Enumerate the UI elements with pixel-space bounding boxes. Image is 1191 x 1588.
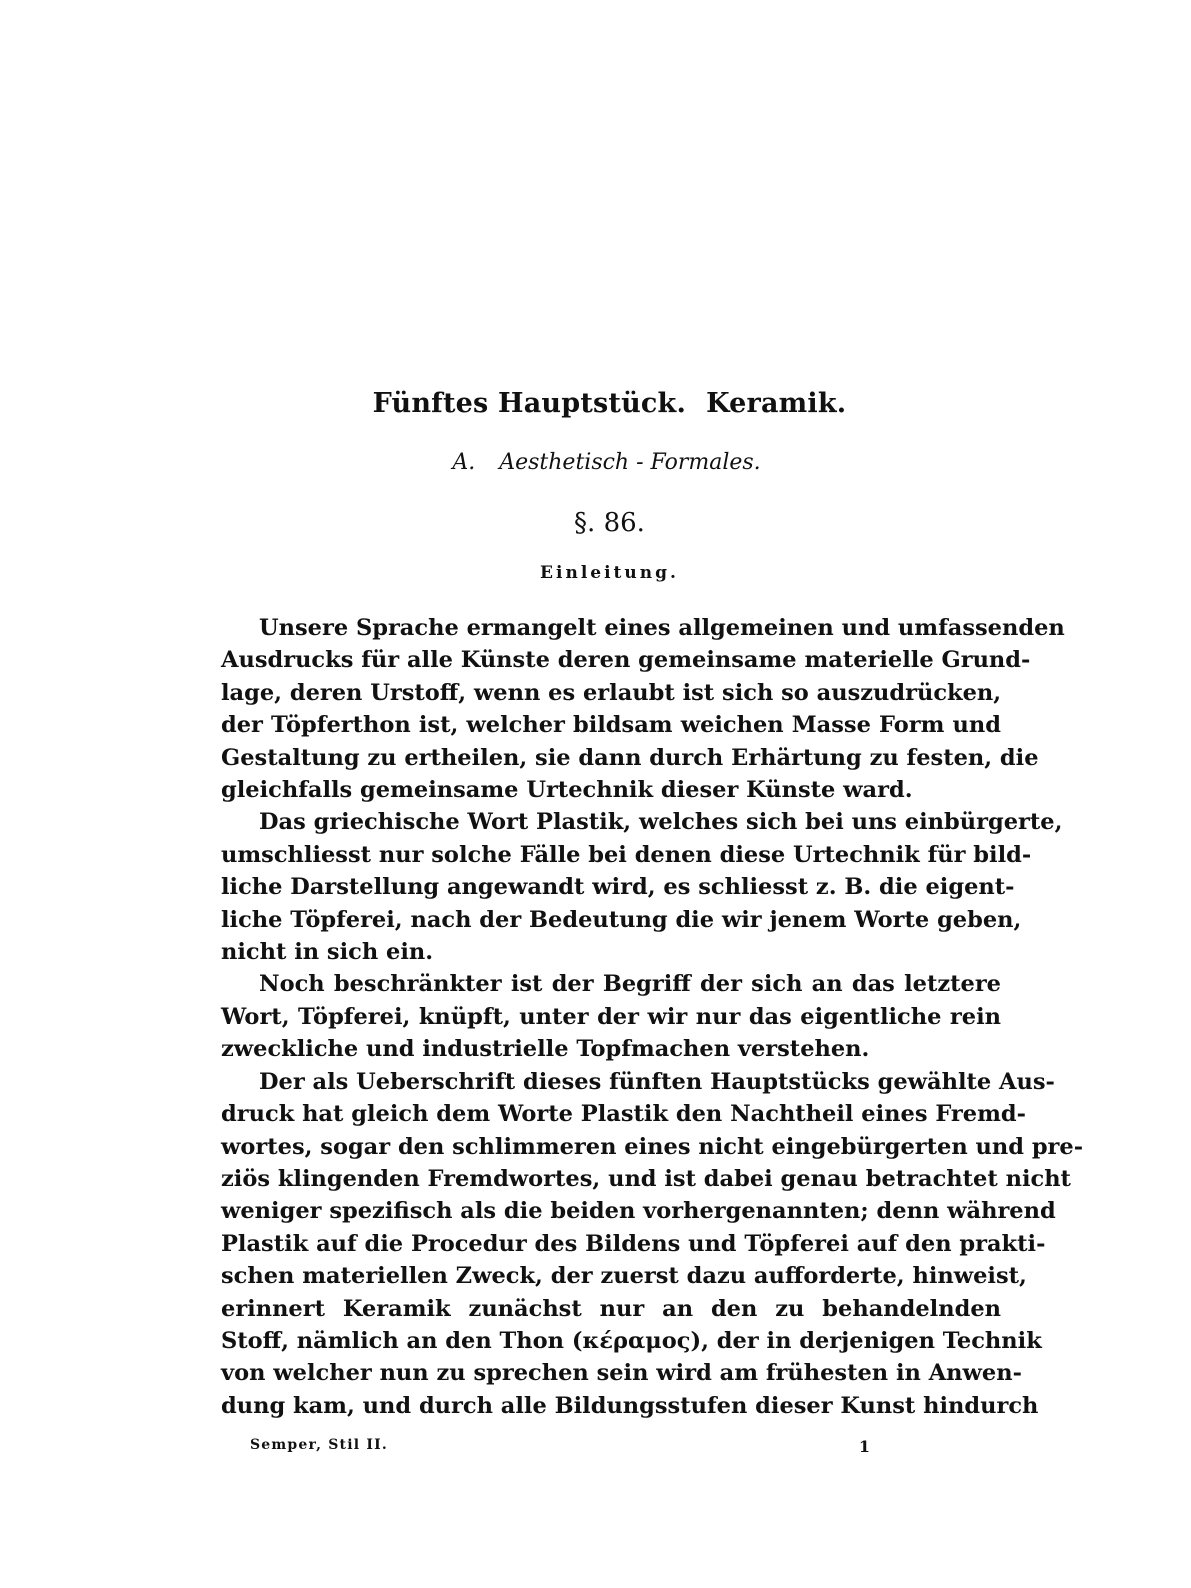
paragraph-number: §. 86.	[574, 508, 645, 538]
text-line: nicht in sich ein.	[221, 939, 434, 966]
signature-mark: Semper, Stil II.	[250, 1437, 388, 1453]
text-line: Das griechische Wort Plastik, welches sich bei uns einbürgerte,	[259, 809, 1063, 836]
text-line: Ausdrucks für alle Künste deren gemeinsame materielle Grund-	[221, 647, 1031, 674]
text-line: liche Töpferei, nach der Bedeutung die wir jenem Worte geben,	[221, 906, 1022, 933]
text-line: lage, deren Urstoff, wenn es erlaubt ist sich so auszudrücken,	[221, 679, 1002, 706]
text-line: schen materiellen Zweck, der zuerst dazu aufforderte, hinweist,	[221, 1263, 1027, 1290]
text-line: umschliesst nur solche Fälle bei denen diese Urtechnik für bild-	[221, 841, 1032, 868]
text-line: zweckliche und industrielle Topfmachen verstehen.	[221, 1036, 870, 1063]
text-line: gleichfalls gemeinsame Urtechnik dieser Künste ward.	[221, 777, 913, 804]
text-line: ziös klingenden Fremdwortes, und ist dabei genau betrachtet nicht	[221, 1165, 1071, 1192]
text-line: Gestaltung zu ertheilen, sie dann durch Erhärtung zu festen, die	[221, 744, 1039, 771]
text-line: wortes, sogar den schlimmeren eines nicht eingebürgerten und pre-	[221, 1133, 1084, 1160]
text-line: dung kam, und durch alle Bildungsstufen dieser Kunst hindurch	[221, 1392, 1039, 1419]
chapter-title-part2: Keramik.	[706, 388, 847, 419]
text-line: liche Darstellung angewandt wird, es schliesst z. B. die eigent-	[221, 874, 1015, 901]
text-line: weniger spezifisch als die beiden vorhergenannten; denn während	[221, 1198, 1056, 1225]
text-line: Stoff, nämlich an den Thon (κέραμος), der in derjenigen Technik	[221, 1327, 1042, 1354]
page-footer	[250, 1437, 870, 1461]
section-title	[0, 450, 1191, 475]
section-letter: A.	[452, 450, 476, 475]
subheading: Einleitung.	[540, 563, 679, 583]
text-line: Plastik auf die Procedur des Bildens und Töpferei auf den prakti-	[221, 1230, 1046, 1257]
text-line: der Töpferthon ist, welcher bildsam weichen Masse Form und	[221, 712, 1001, 739]
text-line: Noch beschränkter ist der Begriff der sich an das letztere	[259, 971, 1001, 998]
section-name: Aesthetisch - Formales.	[499, 450, 761, 475]
text-line: von welcher nun zu sprechen sein wird am frühesten in Anwen-	[221, 1360, 1022, 1387]
chapter-title	[0, 388, 1191, 419]
text-line: Unsere Sprache ermangelt eines allgemeinen und umfassenden	[259, 615, 1065, 641]
text-line: druck hat gleich dem Worte Plastik den Nachtheil eines Fremd-	[221, 1101, 1026, 1128]
text-line: erinnert Keramik zunächst nur an den zu behandelnden	[221, 1295, 1001, 1322]
chapter-title-part1: Fünftes Hauptstück.	[372, 388, 687, 419]
text-line: Der als Ueberschrift dieses fünften Hauptstücks gewählte Aus-	[259, 1068, 1055, 1095]
body-text	[221, 612, 1084, 1422]
text-line: Wort, Töpferei, knüpft, unter der wir nur das eigentliche rein	[221, 1003, 1001, 1030]
page-number: 1	[858, 1437, 870, 1456]
